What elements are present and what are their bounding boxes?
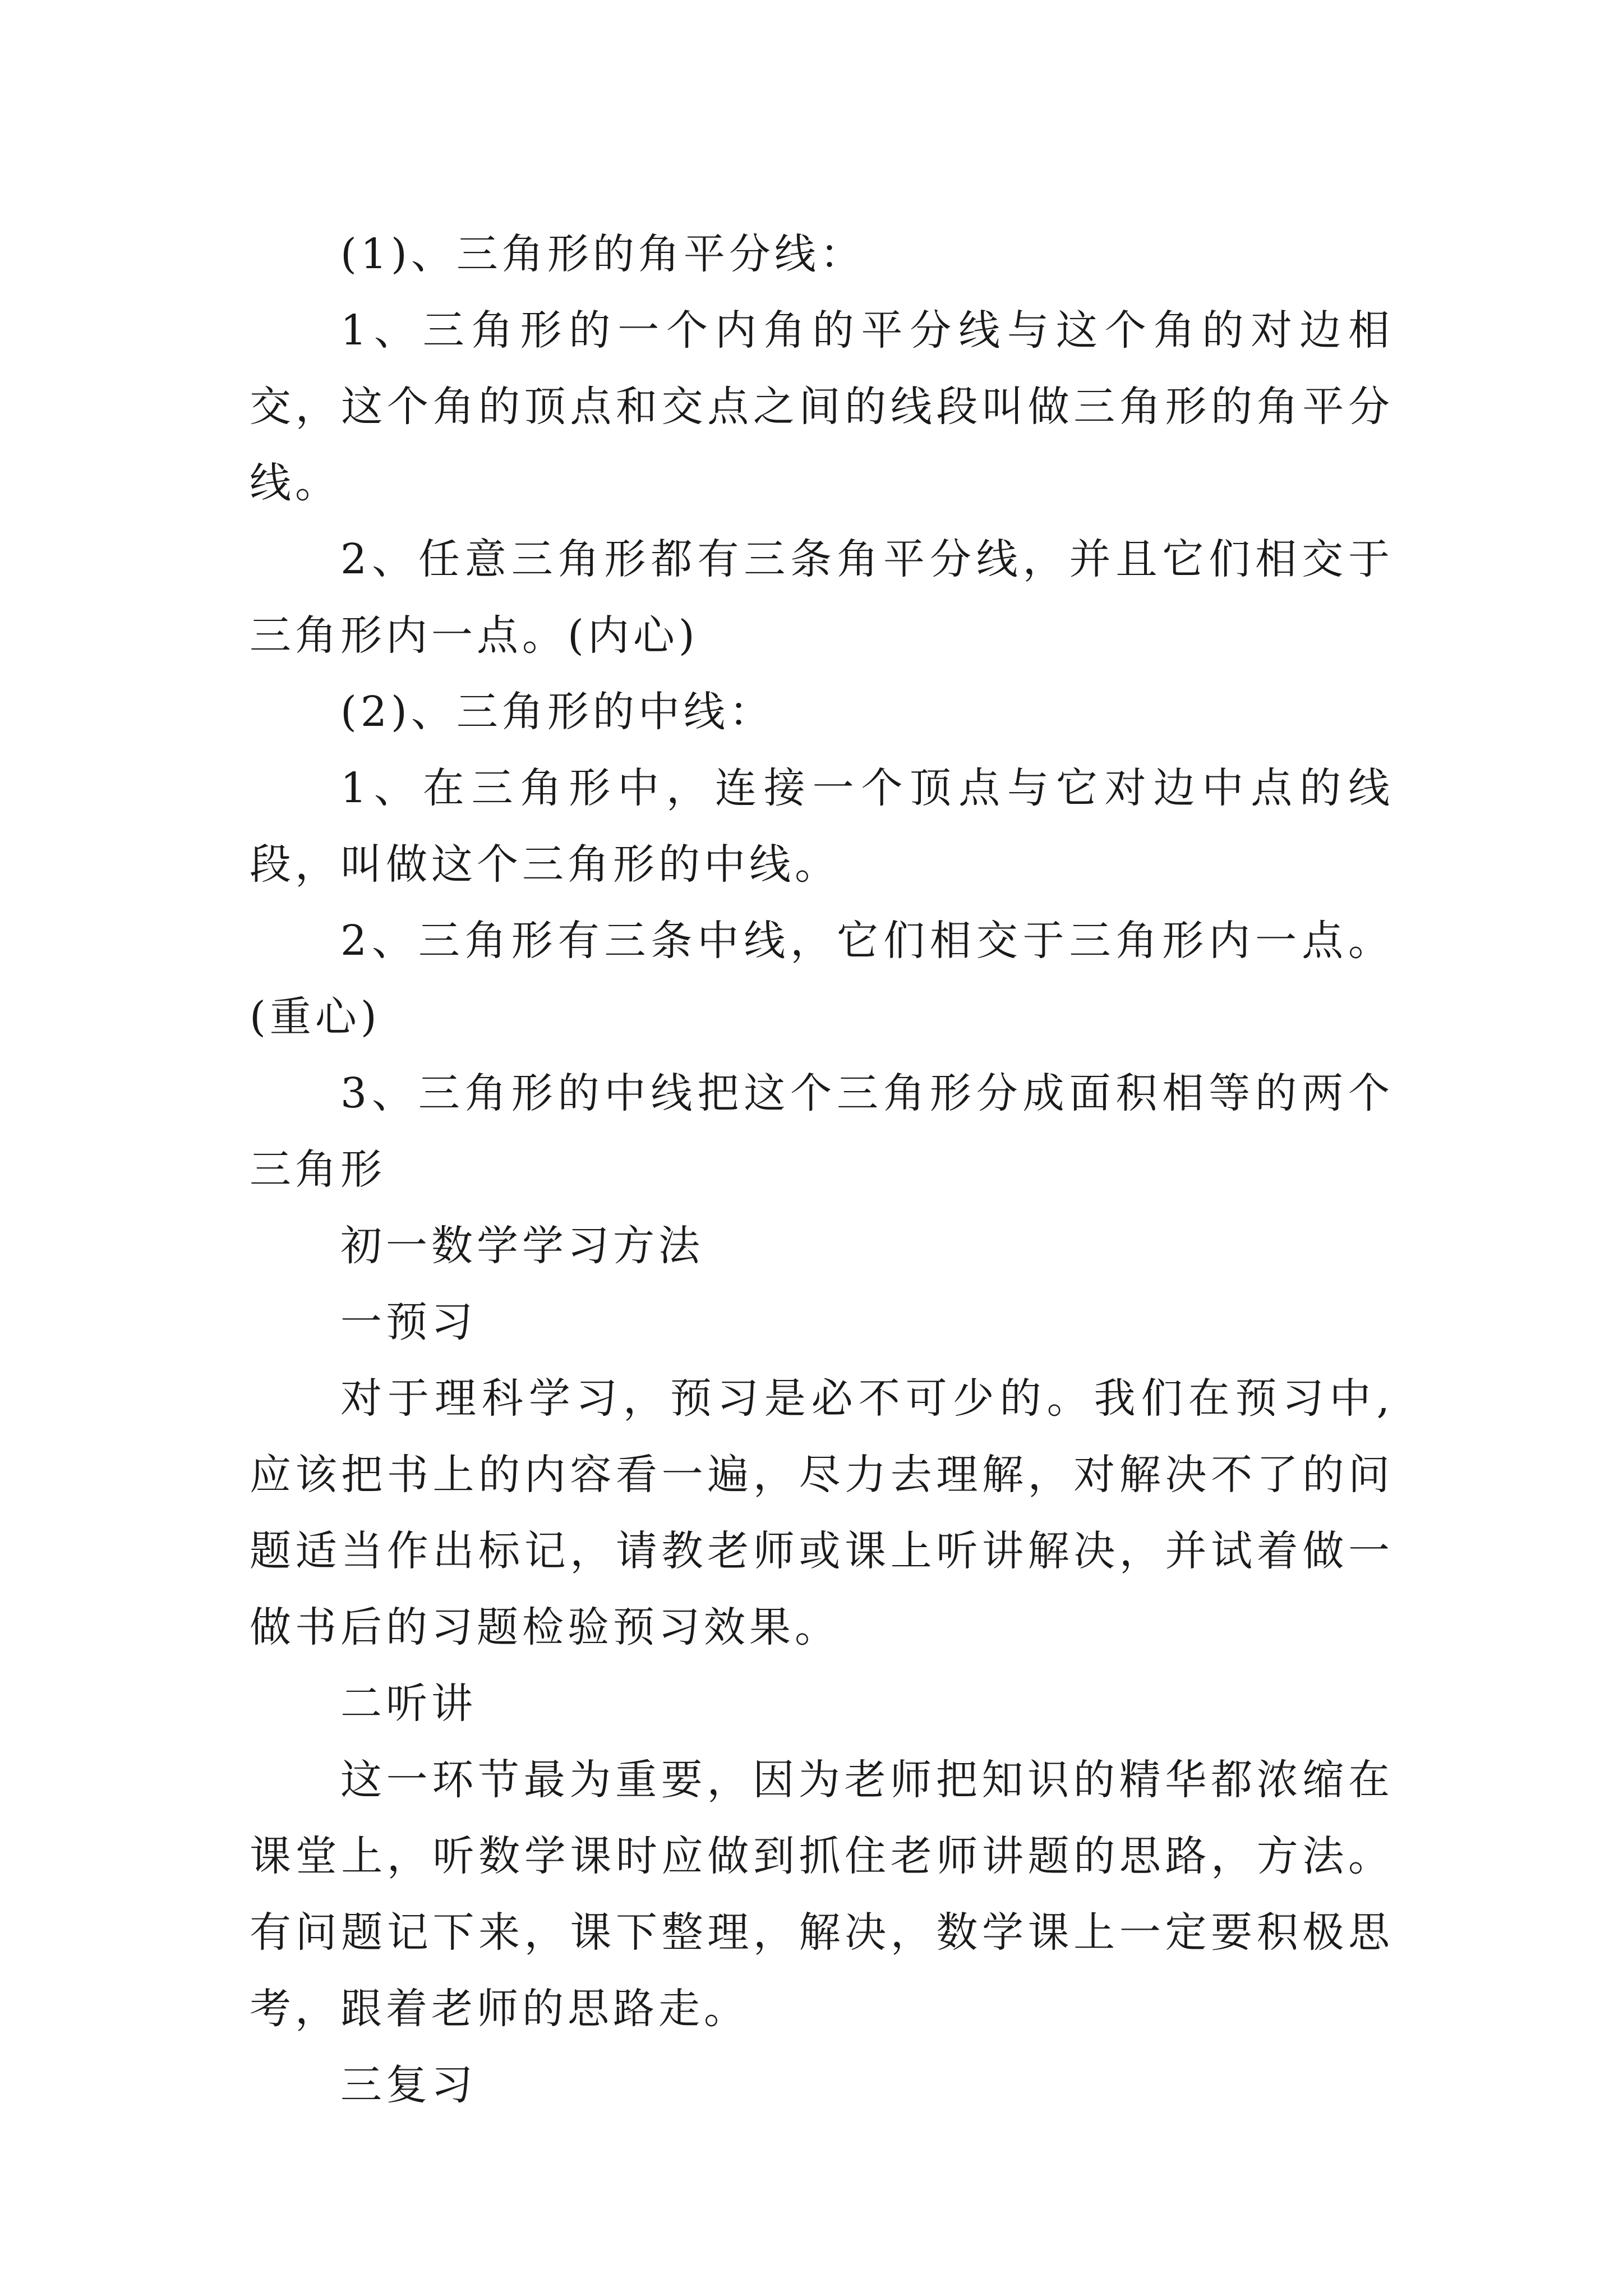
heading-median: (2)、三角形的中线：: [340, 688, 774, 736]
paragraph-median-property: 2、三角形有三条中线，它们相交于三角形内一点。(重心): [250, 917, 1394, 1041]
paragraph-median-definition: 1、在三角形中，连接一个顶点与它对边中点的线段，叫做这个三角形的中线。: [250, 764, 1394, 889]
heading-listening: 二听讲: [340, 1680, 477, 1728]
heading-preview: 一预习: [340, 1298, 477, 1346]
document-body: [250, 216, 1394, 2123]
heading-review: 三复习: [340, 2061, 477, 2109]
paragraph-angle-bisector-property: 2、任意三角形都有三条角平分线，并且它们相交于三角形内一点。(内心): [250, 535, 1394, 660]
paragraph-median-area: 3、三角形的中线把这个三角形分成面积相等的两个三角形: [250, 1069, 1394, 1194]
heading-angle-bisector: (1)、三角形的角平分线：: [340, 230, 865, 278]
paragraph-listening: 这一环节最为重要，因为老师把知识的精华都浓缩在课堂上，听数学课时应做到抓住老师讲题的思路，方法。有问题记下来，课下整理，解决，数学课上一定要积极思考，跟着老师的思路走。: [250, 1756, 1394, 2033]
heading-study-methods: 初一数学学习方法: [340, 1222, 704, 1270]
paragraph-angle-bisector-definition: 1、三角形的一个内角的平分线与这个角的对边相交，这个角的顶点和交点之间的线段叫做三角形的角平分线。: [250, 306, 1394, 507]
paragraph-preview: 对于理科学习，预习是必不可少的。我们在预习中,应该把书上的内容看一遍，尽力去理解，对解决不了的问题适当作出标记，请教老师或课上听讲解决，并试着做一做书后的习题检验预习效果。: [250, 1374, 1394, 1651]
